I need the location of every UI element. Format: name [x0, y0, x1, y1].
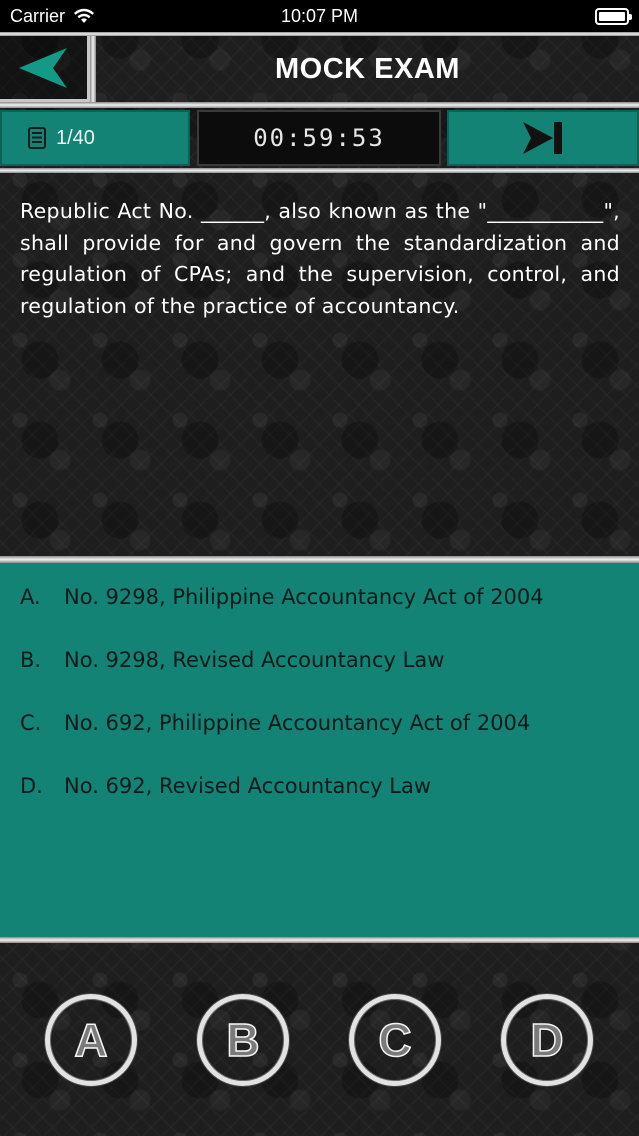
answer-option-b[interactable]: [20, 648, 444, 672]
question-text: Republic Act No. ______, also known as the "___________", shall provide for and govern the standardization and regulation of CPAs; and the supervision, control, and regulation of the practice of accountancy.: [20, 199, 620, 318]
answer-text: No. 692, Philippine Accountancy Act of 2004: [64, 711, 531, 735]
exam-toolbar: [0, 108, 639, 168]
document-icon: [28, 127, 46, 149]
status-left: [10, 6, 95, 27]
answer-text: No. 692, Revised Accountancy Law: [64, 774, 432, 798]
battery-icon: [595, 8, 629, 25]
answer-letter: D.: [20, 774, 43, 798]
answer-option-d[interactable]: [20, 774, 431, 798]
answers-panel: [0, 563, 639, 937]
answer-text: No. 9298, Revised Accountancy Law: [64, 648, 445, 672]
back-button[interactable]: [0, 36, 90, 102]
answers-top-border: [0, 556, 639, 563]
choice-button-b[interactable]: [197, 994, 289, 1086]
answer-letter: A.: [20, 585, 41, 609]
choice-label: A: [74, 1014, 108, 1066]
exam-timer: 00:59:53: [197, 110, 441, 166]
answer-text: No. 9298, Philippine Accountancy Act of 2004: [64, 585, 544, 609]
header: [0, 36, 639, 102]
status-time: 10:07 PM: [280, 5, 359, 26]
counter-text: 1/40: [56, 126, 95, 149]
choice-button-a[interactable]: [45, 994, 137, 1086]
skip-next-button[interactable]: [447, 110, 639, 166]
carrier-label: Carrier: [10, 5, 66, 26]
choice-label: D: [530, 1014, 564, 1066]
wifi-icon: [73, 8, 95, 24]
answer-option-a[interactable]: [20, 585, 544, 609]
choice-button-c[interactable]: [349, 994, 441, 1086]
choice-button-d[interactable]: [501, 994, 593, 1086]
answers-bottom-border: [0, 937, 639, 943]
status-bar: [0, 0, 639, 32]
answer-letter: B.: [20, 648, 42, 672]
page-title: MOCK EXAM: [275, 52, 460, 85]
toolbar-bottom-border: [0, 168, 639, 173]
choice-label: B: [226, 1014, 260, 1066]
back-arrow-icon: [17, 46, 71, 90]
skip-next-icon: [521, 120, 565, 156]
answer-option-c[interactable]: [20, 711, 530, 735]
question-counter: [0, 110, 190, 166]
choice-label: C: [378, 1014, 412, 1066]
answer-letter: C.: [20, 711, 42, 735]
